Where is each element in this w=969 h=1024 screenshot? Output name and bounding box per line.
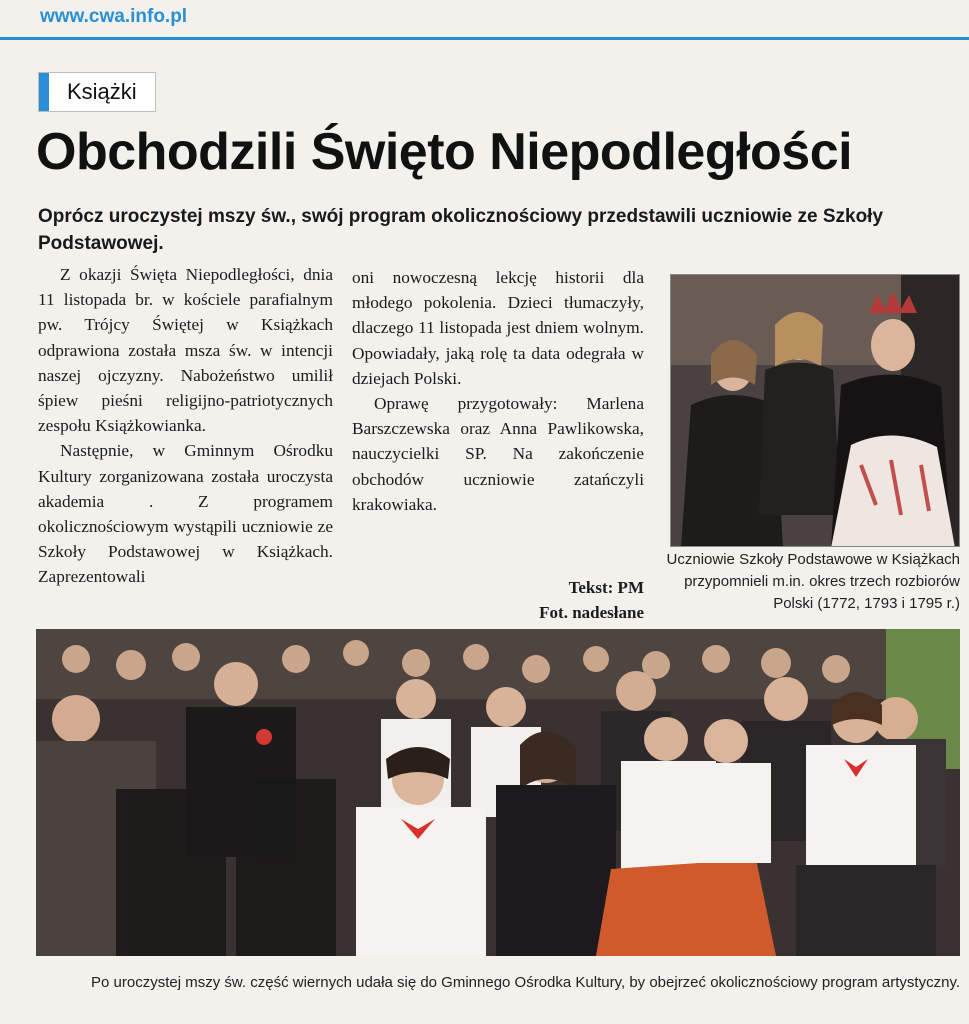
section-tag bbox=[38, 72, 156, 112]
section-tag-accent bbox=[39, 73, 49, 111]
text-credit: Tekst: PM bbox=[568, 578, 644, 597]
paragraph-2: Następnie, w Gminnym Ośrodku Kultury zorganizowana została uroczysta akademia . Z programem okolicznościowym wystąpili uczniowie ze Szkoły Podstawowej w Książkach. Zaprezentowali bbox=[38, 441, 333, 587]
site-url[interactable]: www.cwa.info.pl bbox=[40, 6, 188, 27]
photo-children-performance-illustration bbox=[671, 275, 960, 547]
photo-caption-2: Po uroczystej mszy św. część wiernych udała się do Gminnego Ośrodka Kultury, by obejrzeć okolicznościowy program artystyczny. bbox=[91, 974, 960, 991]
photo-credit: Fot. nadesłane bbox=[539, 603, 644, 622]
section-label: Książki bbox=[67, 79, 137, 104]
photo-audience bbox=[36, 629, 960, 956]
page-header bbox=[0, 0, 969, 40]
photo-caption-1: Uczniowie Szkoły Podstawowe w Książkach przypomnieli m.in. okres trzech rozbiorów Polski (1772, 1793 i 1795 r.) bbox=[666, 551, 960, 612]
paragraph-1: Z okazji Święta Niepodległości, dnia 11 listopada br. w kościele parafialnym pw. Trójcy Świętej w Książkach odprawiona została msza św. w intencji naszej ojczyzny. Nabożeństwo umilił śpiew pieśni religijno-patriotycznych zespołu Książkowianka. bbox=[38, 265, 333, 436]
article-column-2 bbox=[352, 265, 644, 517]
article-credits bbox=[430, 575, 644, 625]
paragraph-2-continued: oni nowoczesną lekcję historii dla młodego pokolenia. Dzieci tłumaczyły, dlaczego 11 listopada jest dniem wolnym. Opowiadały, jaką rolę ta data odegrała w dziejach Polski. bbox=[352, 268, 644, 388]
photo-children-performance bbox=[670, 274, 960, 547]
article-headline: Obchodzili Święto Niepodległości bbox=[36, 123, 853, 181]
paragraph-3: Oprawę przygotowały: Marlena Barszczewska oraz Anna Pawlikowska, nauczycielki SP. Na zakończenie obchodów uczniowie zatańczyli krakowiaka. bbox=[352, 394, 644, 514]
article-column-1 bbox=[38, 262, 333, 590]
photo-audience-illustration bbox=[36, 629, 960, 956]
article-lead: Oprócz uroczystej mszy św., swój program okolicznościowy przedstawili uczniowie ze Szkoły Podstawowej. bbox=[38, 206, 884, 254]
